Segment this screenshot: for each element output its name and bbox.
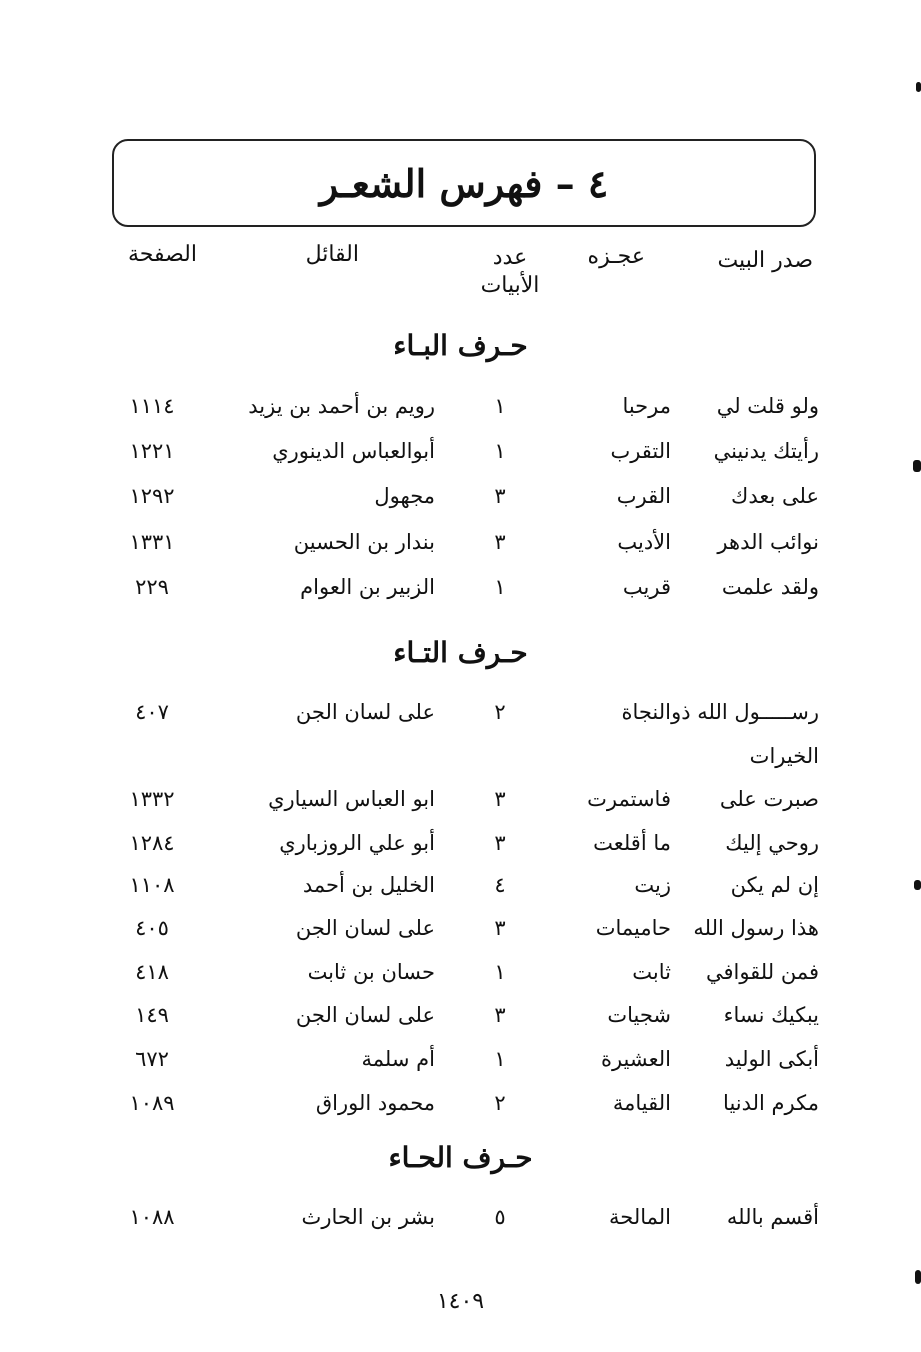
poet-name: على لسان الجن [295,916,435,940]
header-page: الصفحة [127,242,197,267]
poet-name: على لسان الجن [295,1003,435,1027]
poet-name: على لسان الجن [295,700,435,724]
verse-start: أبكى الوليد [724,1047,819,1071]
verse-end: ما أقلعت [593,831,671,855]
page-number: ١٤٠٩ [436,1289,485,1314]
poet-name: بندار بن الحسين [293,530,435,554]
verse-count: ٢ [494,700,506,724]
verse-end: القيامة [612,1091,671,1115]
verse-count: ١ [494,439,506,463]
verse-count: ٣ [494,831,506,855]
verse-count: ٢ [494,1091,506,1115]
verse-end: زيت [634,873,671,897]
verse-end: التقرب [610,439,671,463]
verse-start: إن لم يكن [730,873,819,897]
verse-end: القرب [616,484,671,508]
verse-end: مرحبا [622,394,671,418]
verse-count: ١ [494,394,506,418]
poet-name: حسان بن ثابت [307,960,435,984]
page-ref: ١١٠٨ [129,873,175,897]
verse-end: ثابت [632,960,671,984]
page-ref: ٦٧٢ [135,1047,169,1071]
header-count-line1: عدد [492,245,528,270]
verse-start: على بعدك [731,484,819,508]
poet-name: الزبير بن العوام [300,575,435,599]
verse-start: مكرم الدنيا [723,1091,819,1115]
page-ref: ٤١٨ [135,960,169,984]
verse-end: العشيرة [600,1047,671,1071]
header-ajuz: عجـزه [587,244,645,269]
verse-start: أقسم بالله [726,1205,819,1229]
verse-end: شجيات [607,1003,671,1027]
verse-start: رأيتك يدنيني [713,439,819,463]
poet-name: أم سلمة [361,1047,435,1071]
verse-start: رســـــول الله ذو [671,700,819,724]
verse-start: روحي إليك [725,831,819,855]
page-ref: ١٤٩ [135,1003,169,1027]
page-ref: ١٣٣٢ [129,787,175,811]
verse-end: الأديب [617,530,671,554]
verse-end: قريب [622,575,671,599]
verse-count: ٣ [494,916,506,940]
verse-start: ولو قلت لي [716,394,819,418]
verse-start: هذا رسول الله [693,916,819,940]
verse-count: ١ [494,960,506,984]
page-ref: ١٢٨٤ [129,831,175,855]
scan-edge-mark [914,880,921,890]
poet-name: أبو علي الروزباري [279,831,435,855]
page-ref: ١٢٢١ [129,439,175,463]
scan-edge-mark [913,460,921,472]
verse-start: صبرت على [719,787,819,811]
poet-name: محمود الوراق [315,1091,435,1115]
page-ref: ١٣٣١ [129,530,175,554]
poet-name: ابو العباس السياري [268,787,435,811]
page-ref: ٢٢٩ [135,575,169,599]
page-ref: ١٠٨٩ [129,1091,175,1115]
verse-count: ٥ [494,1205,506,1229]
verse-end: حاميمات [595,916,671,940]
page-ref: ١٠٨٨ [129,1205,175,1229]
verse-start-continued: الخيرات [749,744,819,768]
header-poet: القائل [305,242,359,267]
page-title: ٤ – فهرس الشعـر [319,160,609,206]
header-sadr: صدر البيت [717,248,813,273]
page-ref: ٤٠٧ [135,700,169,724]
poet-name: رويم بن أحمد بن يزيد [248,394,435,418]
poet-name: مجهول [374,484,435,508]
page-ref: ٤٠٥ [135,916,169,940]
verse-start: فمن للقوافي [705,960,819,984]
verse-count: ٤ [494,873,506,897]
header-count-line2: الأبيات [480,273,540,298]
poet-name: بشر بن الحارث [301,1205,435,1229]
poet-name: أبوالعباس الدينوري [272,439,435,463]
header-count [470,244,550,300]
verse-count: ٣ [494,1003,506,1027]
section-heading-ba: حـرف البـاء [393,329,528,362]
poet-name: الخليل بن أحمد [302,873,435,897]
title-box [112,139,816,227]
scan-edge-mark [915,1270,921,1284]
verse-count: ١ [494,575,506,599]
verse-start: نوائب الدهر [717,530,819,554]
page-ref: ١١١٤ [129,394,175,418]
page-ref: ١٢٩٢ [129,484,175,508]
verse-end: فاستمرت [587,787,671,811]
verse-end: المالحة [609,1205,671,1229]
scan-edge-mark [916,82,921,92]
section-heading-ha: حـرف الحـاء [388,1141,533,1174]
verse-count: ١ [494,1047,506,1071]
verse-start: يبكيك نساء [723,1003,819,1027]
verse-count: ٣ [494,530,506,554]
verse-start: ولقد علمت [721,575,819,599]
section-heading-ta: حـرف التـاء [393,636,528,669]
verse-count: ٣ [494,787,506,811]
verse-end: النجاة [621,700,671,724]
verse-count: ٣ [494,484,506,508]
